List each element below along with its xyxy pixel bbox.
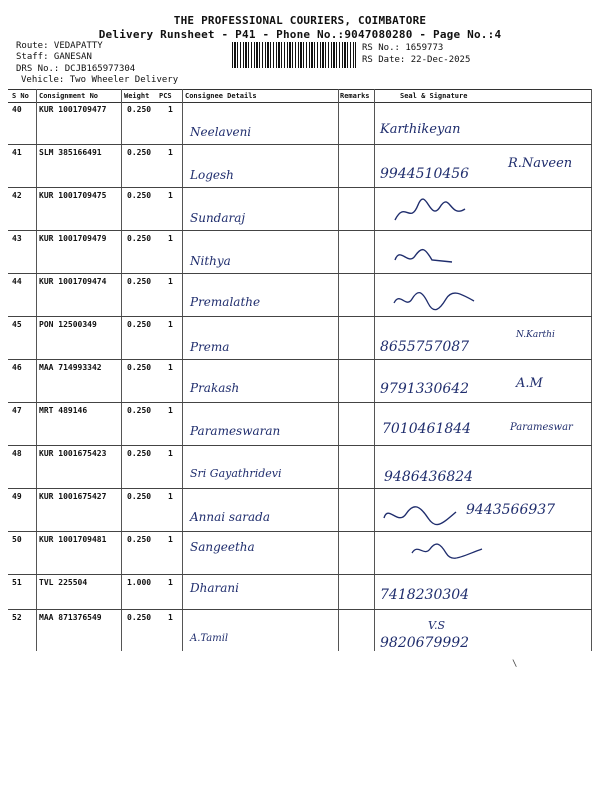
row-consignment: KUR 1001709474 [39,277,107,286]
column-consignee: Consignee Details [185,92,257,100]
signature-scribble [390,195,470,227]
column-consignment: Consignment No [39,92,99,100]
row-weight: 0.250 [127,613,152,622]
table-row [8,488,592,532]
handwritten-signature: 9820679992 [380,635,470,651]
table-row [8,273,592,317]
row-weight: 0.250 [127,492,152,501]
consignee-name: Annai sarada [190,510,270,524]
row-weight: 0.250 [127,148,152,157]
runsheet-table [8,89,592,651]
column-pcs: PCS [159,92,172,100]
row-pcs: 1 [168,191,173,200]
row-consignment: PON 12500349 [39,320,97,329]
consignee-name: Sundaraj [190,211,246,225]
runsheet-subtitle: Delivery Runsheet - P41 - Phone No.:9047080280 - Page No.:4 [98,28,502,41]
handwritten-signature-secondary: V.S [428,619,446,632]
row-sno: 40 [12,105,22,114]
handwritten-signature: 9486436824 [384,469,474,485]
row-sno: 46 [12,363,22,372]
vehicle-label: Vehicle: Two Wheeler Delivery [21,75,179,85]
column-signature: Seal & Signature [400,92,468,100]
table-row [8,445,592,489]
handwritten-signature-secondary: N.Karthi [516,330,555,340]
signature-scribble [380,500,460,528]
handwritten-signature: 9944510456 [380,166,470,182]
consignee-name: Sri Gayathridevi [190,467,282,480]
row-consignment: KUR 1001709475 [39,191,107,200]
table-row [8,359,592,403]
consignee-name: Prakash [190,381,240,395]
row-pcs: 1 [168,320,173,329]
table-row [8,531,592,575]
row-sno: 43 [12,234,22,243]
rs-date: RS Date: 22-Dec-2025 [362,55,471,65]
table-row [8,574,592,610]
route-label: Route: VEDAPATTY [16,41,103,51]
table-row [8,187,592,231]
row-pcs: 1 [168,234,173,243]
handwritten-signature: 7418230304 [380,587,470,603]
row-sno: 52 [12,613,22,622]
consignee-name: Parameswaran [190,424,281,438]
consignee-name: Dharani [190,581,239,595]
row-weight: 0.250 [127,363,152,372]
row-sno: 44 [12,277,22,286]
barcode-image [232,42,356,68]
row-sno: 41 [12,148,22,157]
column-weight: Weight [124,92,150,100]
consignee-name: Premalathe [190,295,261,309]
row-pcs: 1 [168,277,173,286]
row-sno: 51 [12,578,22,587]
row-consignment: KUR 1001675423 [39,449,107,458]
row-pcs: 1 [168,613,173,622]
row-weight: 0.250 [127,277,152,286]
row-weight: 0.250 [127,191,152,200]
signature-scribble [390,238,460,270]
row-sno: 45 [12,320,22,329]
row-pcs: 1 [168,148,173,157]
row-pcs: 1 [168,363,173,372]
consignee-name: Prema [190,340,230,354]
row-consignment: TVL 225504 [39,578,88,587]
consignee-name: Sangeetha [190,540,255,554]
row-pcs: 1 [168,578,173,587]
row-consignment: MAA 714993342 [39,363,102,372]
row-consignment: SLM 385166491 [39,148,102,157]
handwritten-signature: 9791330642 [380,381,470,397]
row-sno: 48 [12,449,22,458]
company-title: THE PROFESSIONAL COURIERS, COIMBATORE [173,14,427,27]
staff-label: Staff: GANESAN [16,52,92,62]
row-consignment: MRT 489146 [39,406,88,415]
row-sno: 47 [12,406,22,415]
row-consignment: KUR 1001709479 [39,234,107,243]
row-pcs: 1 [168,449,173,458]
handwritten-signature: 7010461844 [382,421,472,437]
row-pcs: 1 [168,535,173,544]
consignee-name: Neelaveni [190,125,252,139]
column-sno: S No [12,92,29,100]
row-weight: 0.250 [127,406,152,415]
handwritten-signature-secondary: 9443566937 [466,502,556,518]
signature-scribble [408,539,488,561]
row-weight: 0.250 [127,535,152,544]
row-pcs: 1 [168,406,173,415]
consignee-name: Nithya [190,254,231,268]
handwritten-signature-secondary: R.Naveen [508,156,573,171]
row-weight: 0.250 [127,449,152,458]
drs-label: DRS No.: DCJB165977304 [16,64,136,74]
row-consignment: MAA 871376549 [39,613,102,622]
row-sno: 50 [12,535,22,544]
handwritten-signature-secondary: A.M [516,376,543,391]
table-row [8,144,592,188]
consignee-name: A.Tamil [190,633,229,644]
table-row [8,230,592,274]
handwritten-signature: 8655757087 [380,339,470,355]
table-row [8,101,592,145]
table-row [8,402,592,446]
rs-number: RS No.: 1659773 [362,43,444,53]
row-pcs: 1 [168,105,173,114]
row-sno: 42 [12,191,22,200]
row-weight: 0.250 [127,320,152,329]
table-row [8,316,592,360]
table-row [8,609,592,651]
signature-scribble [390,287,480,313]
margin-tick-mark: \ [512,659,518,669]
column-remarks: Remarks [340,92,370,100]
handwritten-signature: Karthikeyan [380,122,461,137]
handwritten-signature-secondary: Parameswar [510,422,573,433]
row-sno: 49 [12,492,22,501]
consignee-name: Logesh [190,168,234,182]
row-consignment: KUR 1001709477 [39,105,107,114]
row-weight: 0.250 [127,234,152,243]
row-consignment: KUR 1001675427 [39,492,107,501]
row-pcs: 1 [168,492,173,501]
row-consignment: KUR 1001709481 [39,535,107,544]
row-weight: 1.000 [127,578,152,587]
row-weight: 0.250 [127,105,152,114]
